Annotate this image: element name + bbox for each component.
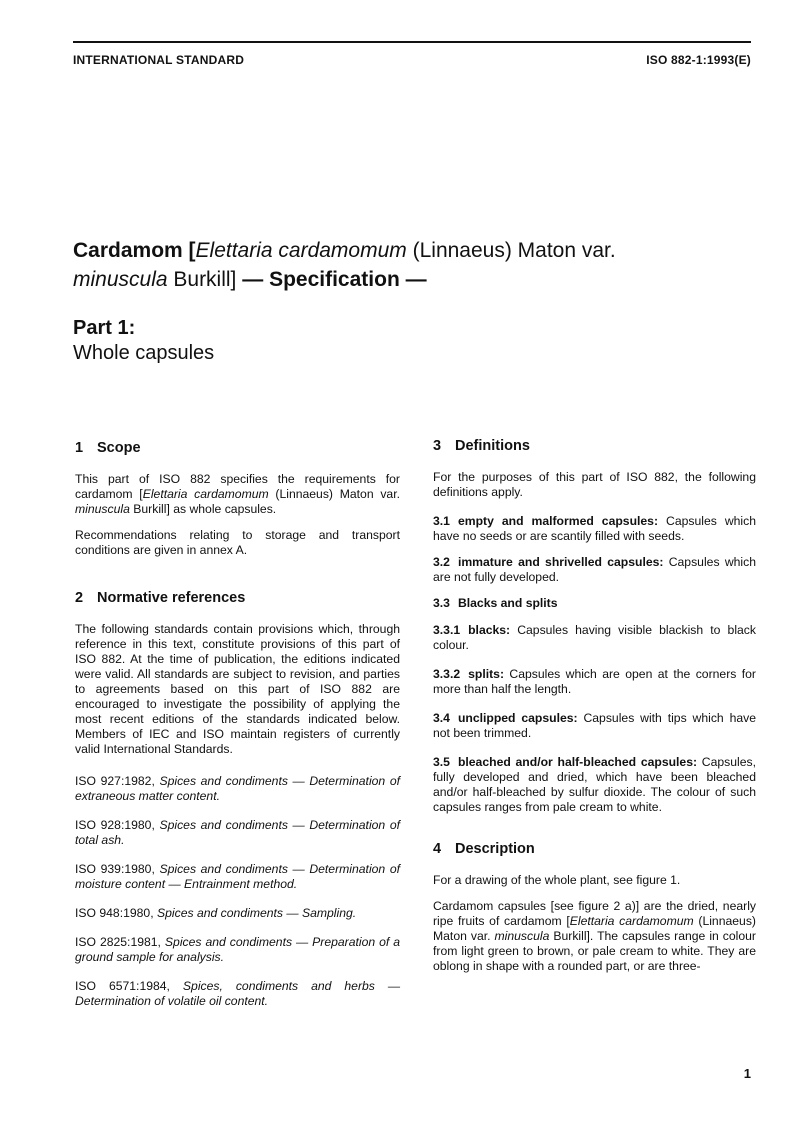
- definition-3-3-1: 3.3.1 blacks: Capsules having visible blackish to black colour.: [433, 623, 756, 652]
- page-number: 1: [743, 1066, 751, 1081]
- definition-3-3-heading: 3.3 Blacks and splits: [433, 596, 558, 610]
- normative-intro: The following standards contain provisions which, through reference in this text, constitute provisions of this part of ISO 882. At the time of publication, the editions indicated were valid. All standards are subject to revision, and parties to agreements based on this part of ISO 882 are encouraged to investigate the possibility of applying the most recent editions of the standards indicated below. Members of IEC and ISO maintain registers of currently valid International Standards.: [75, 622, 400, 756]
- title-specification: — Specification —: [242, 268, 427, 291]
- description-paragraph-1: For a drawing of the whole plant, see figure 1.: [433, 873, 681, 887]
- definition-3-4: 3.4 unclipped capsules: Capsules with tips which have not been trimmed.: [433, 711, 756, 740]
- title-part3: (Linnaeus) Maton var.: [406, 239, 616, 262]
- title-variety: minuscula: [73, 268, 168, 291]
- title-part5: Burkill]: [167, 268, 243, 291]
- section-definitions-heading: 3 Definitions: [433, 438, 530, 454]
- document-number: ISO 882-1:1993(E): [646, 53, 751, 67]
- part-heading: [73, 316, 214, 366]
- reference-item: ISO 939:1980, Spices and condiments — Determination of moisture content — Entrainment method.: [75, 862, 400, 891]
- document-type: INTERNATIONAL STANDARD: [73, 53, 245, 67]
- scope-paragraph-1: This part of ISO 882 specifies the requirements for cardamom [Elettaria cardamomum (Linnaeus) Maton var. minuscula Burkill] as whole capsules.: [75, 472, 400, 516]
- section-scope-heading: 1 Scope: [75, 440, 141, 456]
- part-subtitle: Whole capsules: [73, 342, 215, 364]
- right-column: [433, 436, 756, 985]
- header-rule: [73, 41, 751, 43]
- title-genus: Elettaria cardamomum: [195, 239, 407, 262]
- part-number: Part 1:: [73, 317, 136, 339]
- definition-3-2: 3.2 immature and shrivelled capsules: Capsules which are not fully developed.: [433, 555, 756, 584]
- reference-item: ISO 948:1980, Spices and condiments — Sampling.: [75, 906, 357, 920]
- definitions-intro: For the purposes of this part of ISO 882, the following definitions apply.: [433, 470, 756, 499]
- reference-item: ISO 927:1982, Spices and condiments — Determination of extraneous matter content.: [75, 774, 400, 803]
- definition-3-1: 3.1 empty and malformed capsules: Capsules which have no seeds or are scantily filled with seeds.: [433, 514, 756, 543]
- section-normative-heading: 2 Normative references: [75, 590, 246, 606]
- reference-item: ISO 6571:1984, Spices, condiments and herbs — Determination of volatile oil content.: [75, 979, 401, 1008]
- left-column: [75, 438, 400, 1023]
- scope-paragraph-2: Recommendations relating to storage and transport conditions are given in annex A.: [75, 528, 400, 557]
- section-description-heading: 4 Description: [433, 841, 535, 857]
- reference-item: ISO 2825:1981, Spices and condiments — Preparation of a ground sample for analysis.: [75, 935, 400, 964]
- title-part1: Cardamom [: [73, 239, 196, 262]
- reference-item: ISO 928:1980, Spices and condiments — Determination of total ash.: [75, 818, 400, 847]
- document-title: [73, 236, 753, 294]
- definition-3-3-2: 3.3.2 splits: Capsules which are open at the corners for more than half the length.: [433, 667, 756, 696]
- description-paragraph-2: Cardamom capsules [see figure 2 a)] are the dried, nearly ripe fruits of cardamom [Elettaria cardamomum (Linnaeus) Maton var. minuscula Burkill]. The capsules range in colour from light green to brown, or pale cream to white. They are oblong in shape with a rounded part, or are three-: [433, 899, 756, 973]
- definition-3-5: 3.5 bleached and/or half-bleached capsules: Capsules, fully developed and dried, which have been bleached and/or half-bleached by sulfur dioxide. The colour of such capsules ranges from pale cream to white.: [433, 755, 756, 814]
